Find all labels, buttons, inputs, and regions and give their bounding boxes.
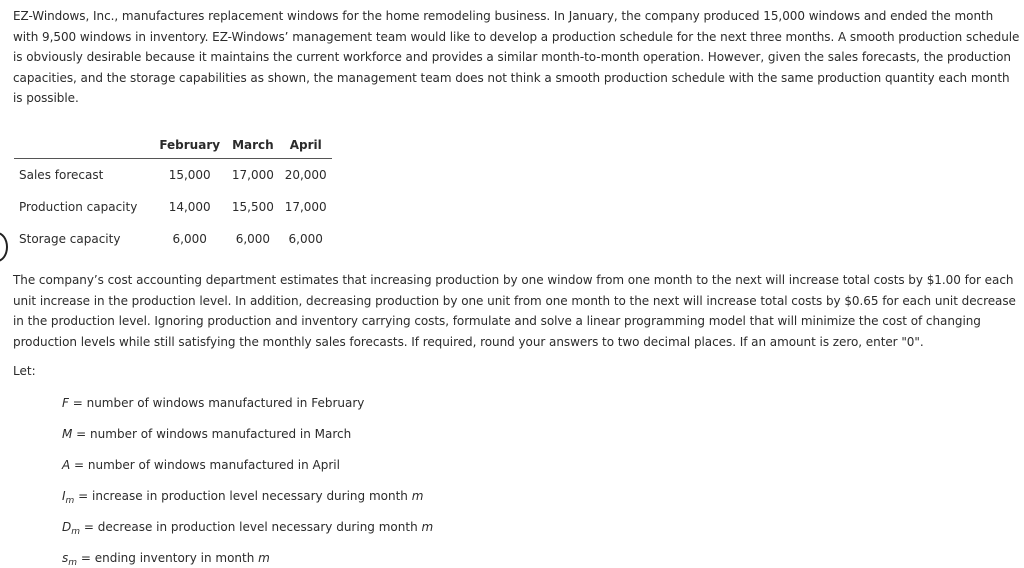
def-tail: m xyxy=(258,551,270,565)
def-symbol: s xyxy=(62,551,69,565)
table-cell: 14,000 xyxy=(168,200,211,214)
def-text: increase in production level necessary during month xyxy=(92,489,412,503)
table-row-sales-forecast xyxy=(14,159,332,192)
definition-dm xyxy=(62,520,433,537)
table-cell: 17,000 xyxy=(231,168,274,182)
row-label: Storage capacity xyxy=(19,232,121,246)
header-february: February xyxy=(153,130,226,159)
table-corner-cell xyxy=(14,130,153,159)
header-april: April xyxy=(280,130,332,159)
definition-im xyxy=(62,489,423,506)
cost-paragraph: The company’s cost accounting department estimates that increasing production by one window from one month to the next will increase total costs by $1.00 for each unit increase in the production level. In addition, decreasing production by one unit from one month to the next will increase total costs by $0.65 for each unit decrease in the production level. Ignoring production and inventory carrying costs, formulate and solve a linear programming model that will minimize the cost of changing production levels while still satisfying the monthly sales forecasts. If required, round your answers to two decimal places. If an amount is zero, enter "0". xyxy=(13,273,1016,349)
def-text: number of windows manufactured in February xyxy=(86,396,365,410)
intro-paragraph: EZ-Windows, Inc., manufactures replacement windows for the home remodeling business. In January, the company produced 15,000 windows and ended the month with 9,500 windows in inventory. EZ-Windows’ management team would like to develop a production schedule for the next three months. A smooth production schedule is obviously desirable because it maintains the current workforce and provides a similar month-to-month operation. However, given the sales forecasts, the production capacities, and the storage capabilities as shown, the management team does not think a smooth production schedule with the same production quantity each month is possible. xyxy=(13,9,1020,105)
header-march: March xyxy=(226,130,280,159)
table-row-production-capacity xyxy=(14,191,332,223)
table-cell: 6,000 xyxy=(235,232,271,246)
def-subscript: m xyxy=(65,496,75,506)
def-equals: = xyxy=(68,396,87,410)
definition-a xyxy=(62,458,340,472)
def-tail: m xyxy=(421,520,434,534)
def-equals: = xyxy=(72,427,91,441)
def-subscript: m xyxy=(71,527,81,537)
def-text: number of windows manufactured in April xyxy=(87,458,340,472)
def-text: decrease in production level necessary during month xyxy=(97,520,422,534)
definition-m xyxy=(62,427,351,441)
def-equals: = xyxy=(70,458,88,472)
let-label: Let: xyxy=(13,364,36,378)
def-symbol: D xyxy=(62,520,72,534)
forecast-table xyxy=(14,130,332,255)
table-cell: 20,000 xyxy=(284,168,327,182)
def-symbol: I xyxy=(62,489,66,503)
def-text: ending inventory in month xyxy=(94,551,259,565)
table-cell: 6,000 xyxy=(172,232,207,246)
table-cell: 6,000 xyxy=(288,232,323,246)
def-symbol: A xyxy=(62,458,71,472)
table-cell: 17,000 xyxy=(284,200,327,214)
def-symbol: F xyxy=(62,396,69,410)
definition-f xyxy=(62,396,364,410)
def-text: number of windows manufactured in March xyxy=(90,427,352,441)
def-equals: = xyxy=(74,489,93,503)
table-cell: 15,500 xyxy=(231,200,274,214)
def-equals: = xyxy=(77,551,95,565)
table-row-storage-capacity xyxy=(14,223,332,255)
definition-sm xyxy=(62,551,270,568)
table-cell: 15,000 xyxy=(168,168,211,182)
row-label: Production capacity xyxy=(19,200,138,214)
def-subscript: m xyxy=(68,558,78,568)
def-tail: m xyxy=(411,489,424,503)
row-label: Sales forecast xyxy=(19,168,104,182)
def-equals: = xyxy=(80,520,98,534)
table-header-row xyxy=(14,130,332,159)
def-symbol: M xyxy=(62,427,73,441)
margin-circle-mark xyxy=(0,232,8,262)
